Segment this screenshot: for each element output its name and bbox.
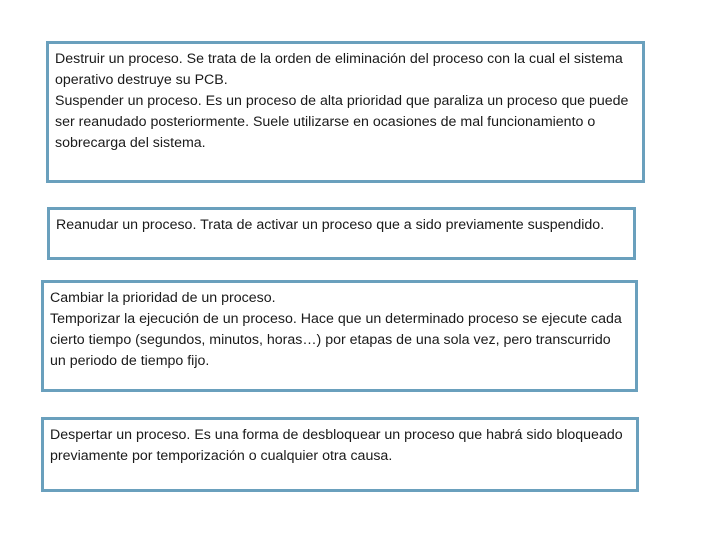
paragraph-reanudar: Reanudar un proceso. Trata de activar un proceso que a sido previamente suspendido. <box>56 217 605 233</box>
text-box-destruir-suspender <box>46 41 645 183</box>
text-box-reanudar <box>47 207 636 260</box>
paragraph-cambiar-prioridad: Cambiar la prioridad de un proceso. <box>50 290 276 306</box>
paragraph-suspender: Suspender un proceso. Es un proceso de alta prioridad que paraliza un proceso que puede ser reanudado posteriormente. Suele utilizarse en ocasiones de mal funcionamiento o sobrecarga del sistema. <box>55 93 629 151</box>
paragraph-temporizar: Temporizar la ejecución de un proceso. Hace que un determinado proceso se ejecute cada cierto tiempo (segundos, minutos, horas…) por etapas de una sola vez, pero transcurrido un periodo de tiempo fijo. <box>50 311 622 369</box>
paragraph-despertar: Despertar un proceso. Es una forma de desbloquear un proceso que habrá sido bloqueado previamente por temporización o cualquier otra causa. <box>50 427 623 464</box>
text-box-despertar <box>41 417 639 492</box>
paragraph-destruir: Destruir un proceso. Se trata de la orden de eliminación del proceso con la cual el sistema operativo destruye su PCB. <box>55 51 623 88</box>
text-box-prioridad-temporizar <box>41 280 638 392</box>
